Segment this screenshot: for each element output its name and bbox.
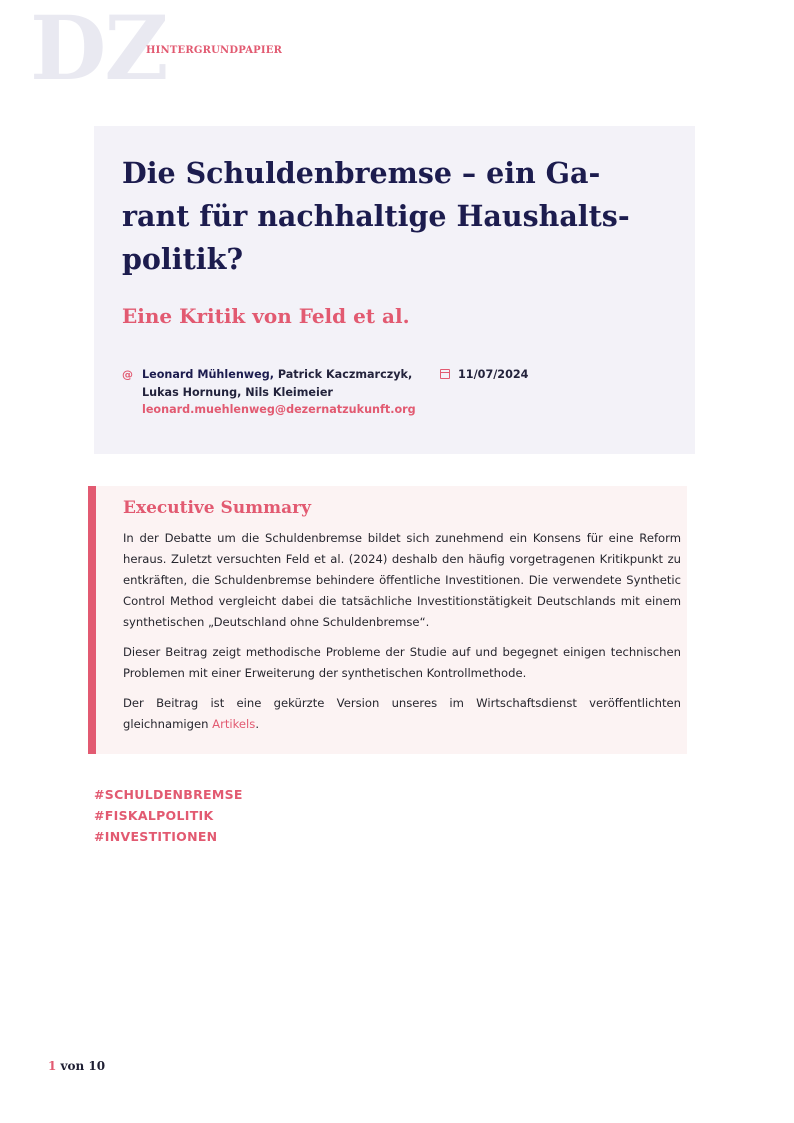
tag-item[interactable]: #FISKALPOLITIK <box>94 808 214 823</box>
title-line-2: rant für nachhaltige Haushalts- <box>122 199 630 233</box>
summary-heading: Executive Summary <box>123 498 312 518</box>
title-line-3: politik? <box>122 242 244 276</box>
author-info <box>122 366 682 426</box>
author-list <box>142 366 427 402</box>
total-pages: 10 <box>88 1059 106 1073</box>
co-authors: Patrick Kaczmarczyk, Lukas Hornung, Nils Kleimeier <box>142 368 413 399</box>
page-separator: von <box>56 1059 89 1073</box>
summary-body <box>123 528 681 744</box>
document-type-label: HINTERGRUNDPAPIER <box>146 45 283 56</box>
tag-item[interactable]: #INVESTITIONEN <box>94 829 218 844</box>
executive-summary <box>88 486 687 754</box>
page-indicator <box>48 1059 105 1073</box>
calendar-icon <box>440 369 450 379</box>
tag-list <box>94 784 243 847</box>
subtitle: Eine Kritik von Feld et al. <box>122 304 410 328</box>
tag-item[interactable]: #SCHULDENBREMSE <box>94 787 243 802</box>
title-line-1: Die Schuldenbremse – ein Ga- <box>122 156 601 190</box>
at-icon: @ <box>122 368 133 381</box>
summary-paragraph-1: In der Debatte um die Schuldenbremse bildet sich zunehmend ein Konsens für eine Reform heraus. Zuletzt versuchten Feld et al. (2024) deshalb den häufig vorgetragenen Kritikpunkt zu entkräften, die Schuldenbremse behindere öffentliche Investitionen. Die verwendete Synthetic Control Method vergleicht dabei die tatsächliche Investitionstätigkeit Deutschlands mit einem synthetischen „Deutschland ohne Schuldenbremse“. <box>123 531 681 629</box>
summary-paragraph-2: Dieser Beitrag zeigt methodische Probleme der Studie auf und begegnet einigen technischen Problemen mit einer Erweiterung der synthetischen Kontrollmethode. <box>123 645 681 680</box>
page-title <box>122 152 662 281</box>
summary-paragraph-3-text: Der Beitrag ist eine gekürzte Version unseres im Wirtschaftsdienst veröffentlichten gleichnamigen <box>123 696 681 731</box>
lead-author: Leonard Mühlenweg, <box>142 368 274 381</box>
author-email-link[interactable]: leonard.muehlenweg@dezernatzukunft.org <box>142 403 416 416</box>
current-page: 1 <box>48 1059 57 1073</box>
publication-date: 11/07/2024 <box>458 368 529 381</box>
summary-paragraph-3 <box>123 693 681 735</box>
summary-paragraph-3-end: . <box>255 717 260 731</box>
logo: DZ <box>30 0 167 100</box>
title-block <box>94 126 695 454</box>
article-link[interactable]: Artikels <box>212 717 256 731</box>
